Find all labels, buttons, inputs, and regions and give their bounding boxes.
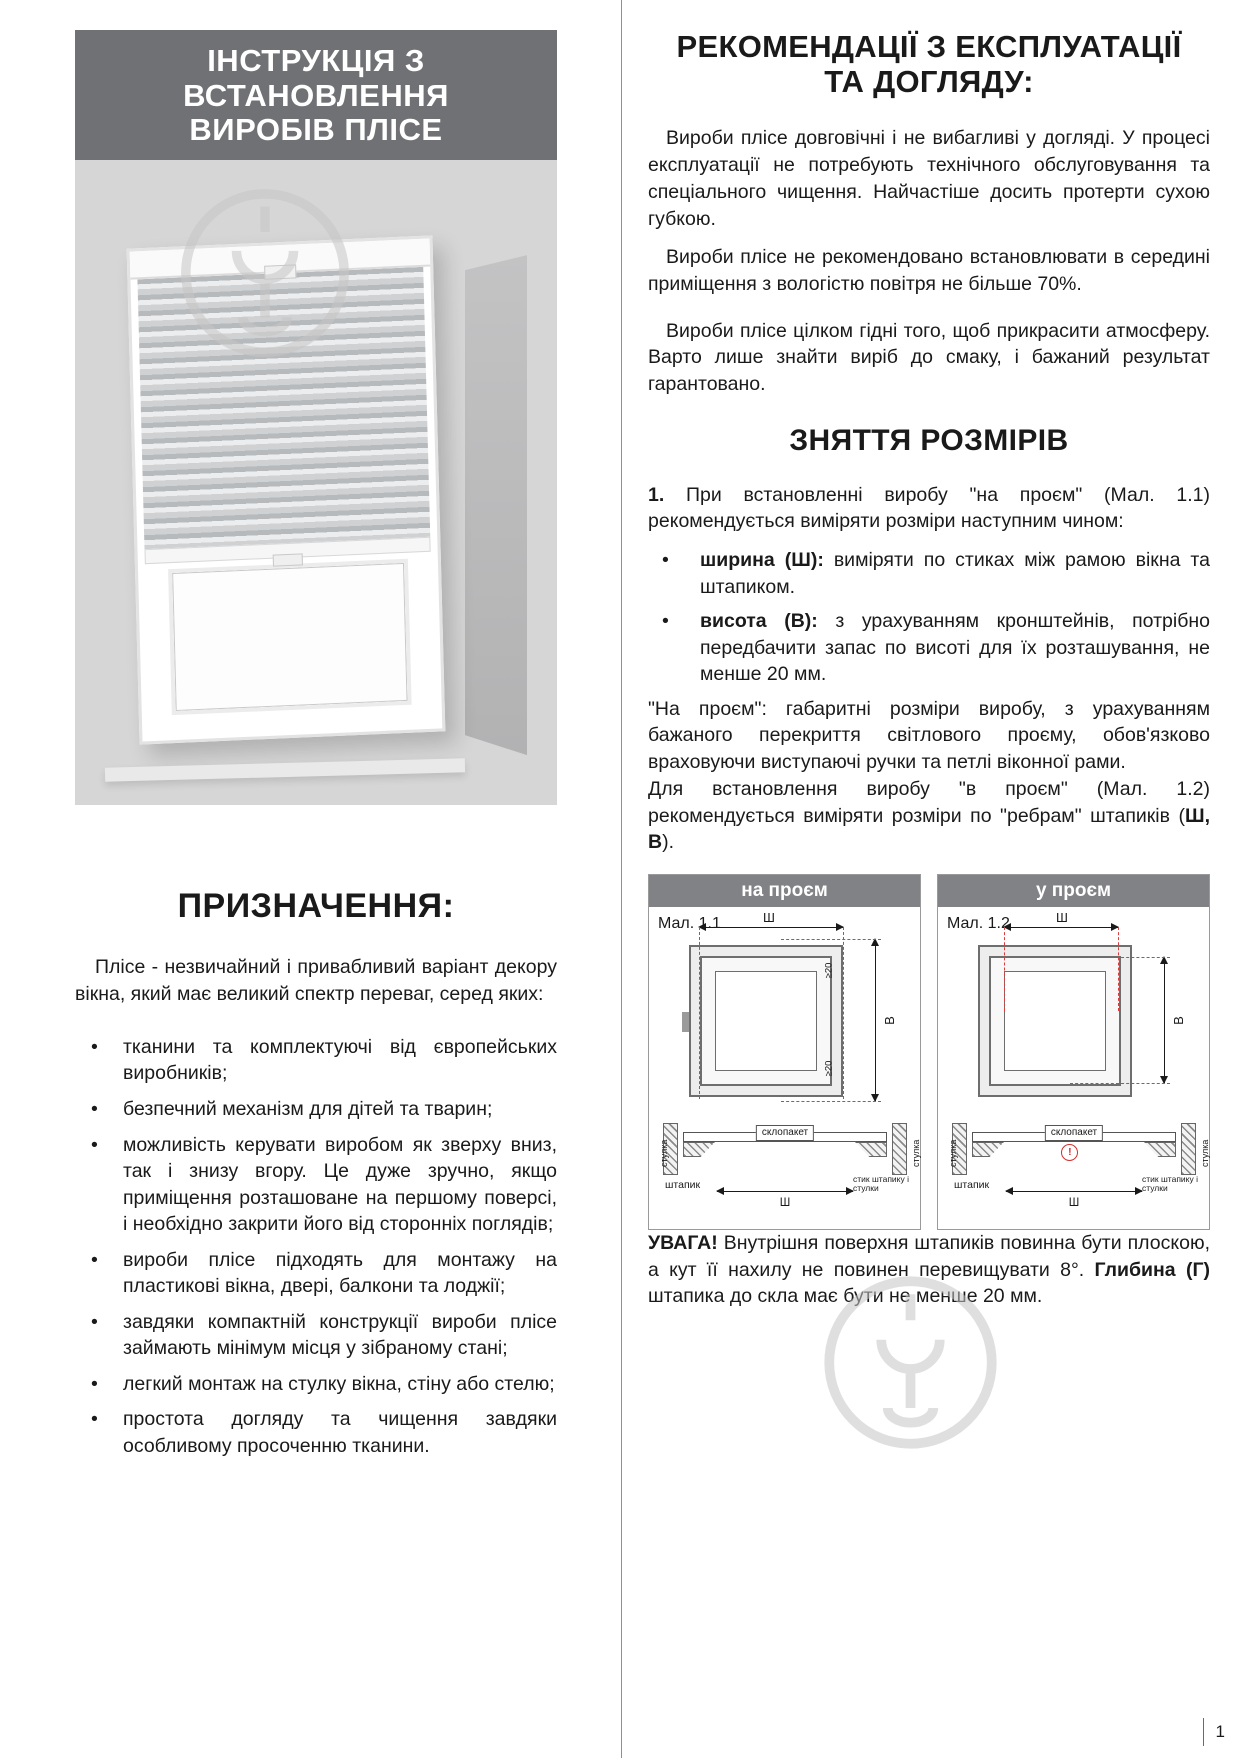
page-number: 1 xyxy=(1203,1718,1229,1746)
glazing-bead-right xyxy=(1144,1142,1176,1157)
dimension-guide-line xyxy=(781,939,881,940)
measure-bullet-list xyxy=(648,547,1210,688)
measure-text: з урахуванням кронштейнів, потрібно передбачити запас по висоті для їх розташування, не менше 20 мм. xyxy=(700,610,1210,686)
diagram-body xyxy=(649,907,920,1229)
dimension-guide-line xyxy=(699,927,700,1099)
wall-recess-shadow xyxy=(465,255,527,755)
window-sill xyxy=(105,758,465,781)
window-frame-drawing xyxy=(978,945,1132,1097)
clearance-label-bottom: ≥20 xyxy=(823,1060,835,1077)
blind-top-handle xyxy=(264,265,296,280)
right-column xyxy=(648,30,1210,1322)
glazing-bead-left xyxy=(683,1142,715,1157)
list-item xyxy=(648,547,1210,600)
cross-section xyxy=(948,1119,1210,1223)
bead-width-label: Ш xyxy=(779,1196,791,1209)
height-dimension-label: В xyxy=(881,1016,897,1025)
dimension-guide-line xyxy=(1070,1083,1170,1084)
glazing-bead-right xyxy=(855,1142,887,1157)
blind-bottom-handle xyxy=(273,553,303,566)
bead-width-arrow xyxy=(1006,1191,1142,1192)
bullet-text: вироби плісе підходять для монтажу на пластикові вікна, двері, балкони та лоджії; xyxy=(123,1248,557,1298)
glazing-bead-left xyxy=(972,1142,1004,1157)
diagram-canvas xyxy=(948,907,1200,1119)
measure-term: ширина (Ш): xyxy=(700,549,824,572)
v-proem-text: Для встановлення виробу "в проєм" (Мал. 1.2) рекомендується виміряти розміри по "ребрам" штапиків ( xyxy=(648,777,1210,827)
column-divider xyxy=(621,0,622,1758)
v-proem-paragraph xyxy=(648,776,1210,856)
bullet-text: простота догляду та чищення завдяки особливому просоченню тканини. xyxy=(123,1408,557,1457)
bead-label: штапик xyxy=(665,1178,701,1191)
dimension-guide-line xyxy=(1004,927,1005,1011)
diagram-caption: Мал. 1.1 xyxy=(658,914,721,932)
window-illustration xyxy=(127,236,446,745)
joint-label: стик штапику і стулки xyxy=(1142,1173,1198,1194)
clearance-label-top: ≥20 xyxy=(823,962,835,979)
window-sash-drawing xyxy=(989,956,1121,1086)
attention-label: УВАГА! xyxy=(648,1231,718,1254)
list-item xyxy=(75,1247,557,1300)
list-item xyxy=(75,1132,557,1238)
cross-section xyxy=(659,1119,921,1223)
care-title-line2: ТА ДОГЛЯДУ: xyxy=(824,63,1034,99)
glass-unit-label: склопакет xyxy=(756,1125,814,1141)
diagram-canvas xyxy=(659,907,911,1119)
window-glass-drawing xyxy=(1004,971,1106,1071)
pleated-blind xyxy=(137,267,430,549)
diagram-u-proem xyxy=(937,874,1210,1230)
width-dimension-arrow xyxy=(699,927,843,928)
width-dimension-label: Ш xyxy=(1056,909,1068,925)
attention-text-2: штапика до скла має бути не менше 20 мм. xyxy=(648,1285,1043,1308)
list-item xyxy=(75,1371,557,1398)
bullet-text: безпечний механізм для дітей та тварин; xyxy=(123,1098,493,1120)
left-header xyxy=(75,30,557,160)
sash-label-left: стулка xyxy=(948,1139,958,1167)
height-dimension-arrow xyxy=(1164,957,1165,1083)
height-dimension-arrow xyxy=(875,939,876,1101)
diagram-body xyxy=(938,907,1209,1229)
warning-icon: ! xyxy=(1061,1144,1078,1161)
care-paragraph-1: Вироби плісе довговічні і не вибагливі у догляді. У процесі експлуатації не потребують технічного обслуговування та спеціального чищення. Найчастіше досить протерти сухою губкою. xyxy=(648,127,1210,230)
care-paragraph-2: Вироби плісе не рекомендовано встановлювати в середині приміщення з вологістю повітря не більше 70%. xyxy=(648,246,1210,295)
bullet-text: можливість керувати виробом як зверху вниз, так і знизу вгору. Це дуже зручно, якщо приміщення розташоване на першому поверсі, і необхідно закрити його від сторонніх поглядів; xyxy=(123,1133,557,1236)
bead-width-arrow xyxy=(717,1191,853,1192)
diagram-na-proem xyxy=(648,874,921,1230)
list-item xyxy=(648,608,1210,688)
diagram-caption: Мал. 1.2 xyxy=(947,914,1010,932)
measurement-diagrams xyxy=(648,874,1210,1230)
list-item xyxy=(75,1034,557,1087)
width-dimension-label: Ш xyxy=(763,909,775,925)
bullet-text: тканини та комплектуючі від європейських виробників; xyxy=(123,1035,557,1085)
list-item xyxy=(75,1309,557,1362)
measure-title: ЗНЯТТЯ РОЗМІРІВ xyxy=(789,423,1069,457)
measure-text: виміряти по стиках між рамою вікна та штапиком. xyxy=(700,549,1210,598)
left-column xyxy=(75,30,557,1468)
list-item xyxy=(75,1406,557,1459)
sash-label-right: стулка xyxy=(911,1139,921,1167)
bullet-text: легкий монтаж на стулку вікна, стіну або стелю; xyxy=(123,1372,555,1395)
dimension-guide-line xyxy=(843,927,844,1099)
diagram-header: у проєм xyxy=(938,875,1209,907)
dimension-guide-line xyxy=(781,1101,881,1102)
care-title xyxy=(648,30,1210,99)
care-title-line1: РЕКОМЕНДАЦІЇ З ЕКСПЛУАТАЦІЇ xyxy=(676,29,1182,64)
glass-unit-label: склопакет xyxy=(1045,1125,1103,1141)
attention-paragraph xyxy=(648,1230,1210,1310)
bead-label: штапик xyxy=(954,1178,990,1191)
dimension-guide-line xyxy=(1118,927,1119,1011)
step-number: 1. xyxy=(648,483,665,506)
v-proem-text-end: ). xyxy=(662,831,675,854)
na-proem-paragraph: "На проєм": габаритні розміри виробу, з урахуванням бажаного перекриття світлового проєму, обов'язково враховуючи виступаючі ручки та петлі віконної рами. xyxy=(648,697,1210,774)
window-handle xyxy=(682,1012,689,1032)
window-glass-drawing xyxy=(715,971,817,1071)
sash-label-left: стулка xyxy=(659,1139,669,1167)
joint-label: стик штапику і стулки xyxy=(853,1173,909,1194)
purpose-title: ПРИЗНАЧЕННЯ: xyxy=(177,887,455,926)
width-dimension-arrow xyxy=(1004,927,1118,928)
left-header-line2: ВИРОБІВ ПЛІСЕ xyxy=(189,112,443,148)
window-glass xyxy=(168,559,412,715)
blind-photo xyxy=(75,160,557,805)
left-header-line1: ІНСТРУКЦІЯ З ВСТАНОВЛЕННЯ xyxy=(183,43,449,113)
sash-label-right: стулка xyxy=(1200,1139,1210,1167)
bullet-text: завдяки компактній конструкції вироби плісе займають мінімум місця у зібраному стані; xyxy=(123,1310,557,1360)
purpose-intro: Плісе - незвичайний і привабливий варіант декору вікна, який має великий спектр переваг, серед яких: xyxy=(75,956,557,1006)
sash-profile-right xyxy=(1181,1123,1196,1175)
diagram-header: на проєм xyxy=(649,875,920,907)
v-proem-bold: Ш, В xyxy=(648,804,1210,854)
step-text: При встановленні виробу "на проєм" (Мал. 1.1) рекомендується виміряти розміри наступним чином: xyxy=(648,483,1210,533)
window-frame-drawing xyxy=(689,945,843,1097)
window-sash-drawing xyxy=(700,956,835,1086)
height-dimension-label: В xyxy=(1170,1016,1186,1025)
care-paragraph-3: Вироби плісе цілком гідні того, щоб прикрасити атмосферу. Варто лише знайти виріб до смаку, і бажаний результат гарантовано. xyxy=(648,319,1210,396)
list-item xyxy=(75,1096,557,1123)
purpose-bullet-list xyxy=(75,1034,557,1459)
sash-profile-right xyxy=(892,1123,907,1175)
attention-text-1: Внутрішня поверхня штапиків повинна бути плоскою, а кут її нахилу не повинен перевищувати 8°. xyxy=(648,1231,1211,1281)
dimension-guide-line xyxy=(1070,957,1170,958)
attention-bold: Глибина (Г) xyxy=(1094,1258,1211,1281)
measure-step-1 xyxy=(648,482,1210,535)
measure-term: висота (В): xyxy=(700,610,818,633)
bead-width-label: Ш xyxy=(1068,1196,1080,1209)
